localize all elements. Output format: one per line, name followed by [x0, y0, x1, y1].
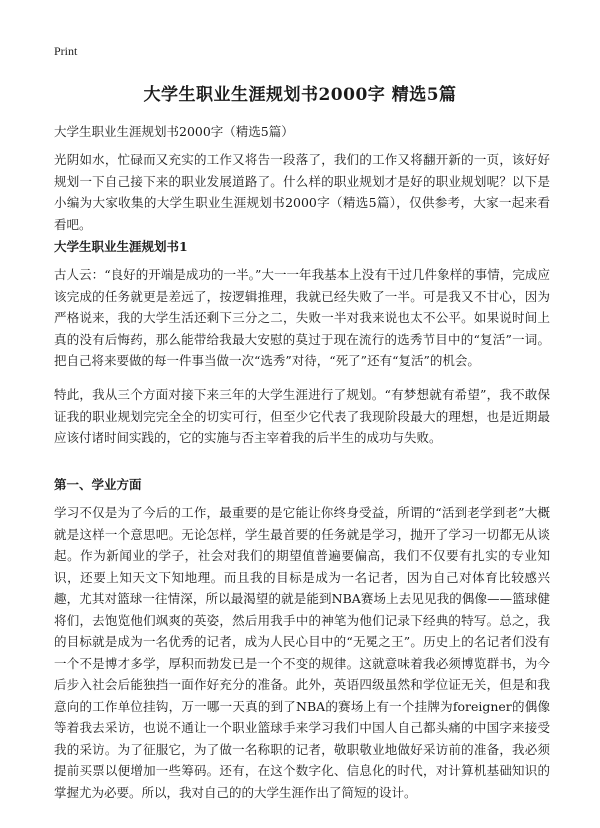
section-heading: 大学生职业生涯规划书1 — [54, 239, 188, 254]
document-title: 大学生职业生涯规划书2000字 精选5篇 — [143, 85, 457, 105]
body-paragraph: 学习不仅是为了今后的工作，最重要的是它能让你终身受益，所谓的“活到老学到老”大概就是这样一个意思吧。无论怎样，学生最首要的任务就是学习，抛开了学习一切都无从谈起。作为新闻业的学子，社会对我们的期望值普遍要偏高，我们不仅要有扎实的专业知识，还要上知天文下知地理。而且我的目标是成为一名记者，因为自己对体育比较感兴趣，尤其对篮球一往情深，所以最渴望的就是能到NBA赛场上去见见我的偶像——篮球健将们，去饱览他们飒爽的英姿，然后用我手中的神笔为他们记录下经典的特写。总之，我的目标就是成为一名优秀的记者，成为人民心目中的“无冕之王”。历史上的名记者们没有一个不是博才多学，厚积而勃发已是一个不变的规律。这就意味着我必须博览群书，为今后步入社会后能独挡一面作好充分的准备。此外，英语四级虽然和学位证无关，但是和我意向的工作单位挂钩，万一哪一天真的到了NBA的赛场上有一个挂牌为foreigner的偶像等着我去采访，也说不通让一个职业篮球手来学习我们中国人自己都头痛的中国字来接受我的采访。为了征服它，为了做一名称职的记者，敬职敬业地做好采访前的准备，我必须提前买票以便增加一些筹码。还有，在这个数字化、信息化的时代，对计算机基础知识的掌握尤为必要。所以，我对自己的的大学生涯作出了简短的设计。 — [54, 505, 550, 800]
sub-heading: 第一、学业方面 — [54, 477, 142, 492]
intro-paragraph: 光阴如水，忙碌而又充实的工作又将告一段落了，我们的工作又将翻开新的一页，该好好规划一下自己接下来的职业发展道路了。什么样的职业规划才是好的职业规划呢？以下是小编为大家收集的大学生职业生涯规划书2000字（精选5篇），仅供参考，大家一起来看看吧。 — [54, 152, 550, 232]
document-subtitle: 大学生职业生涯规划书2000字（精选5篇） — [54, 124, 294, 139]
body-paragraph: 古人云：“良好的开端是成功的一半。”大一一年我基本上没有干过几件象样的事情，完成应该完成的任务就更是差远了，按逻辑推理，我就已经失败了一半。可是我又不甘心，因为严格说来，我的大学生活还剩下三分之二，失败一半对我来说也太不公平。如果说时间上真的没有后悔药，那么能带给我最大安慰的莫过于现在流行的选秀节目中的“复活”一词。把自己将来要做的每一件事当做一次“选秀”对待，“死了”还有“复活”的机会。 — [54, 267, 550, 368]
body-paragraph: 特此，我从三个方面对接下来三年的大学生涯进行了规划。“有梦想就有希望”，我不敢保证我的职业规划完完全全的切实可行，但至少它代表了我现阶段最大的理想，也是近期最应该付诸时间实践的，它的实施与否主宰着我的后半生的成功与失败。 — [54, 387, 550, 445]
print-link[interactable]: Print — [54, 44, 78, 58]
